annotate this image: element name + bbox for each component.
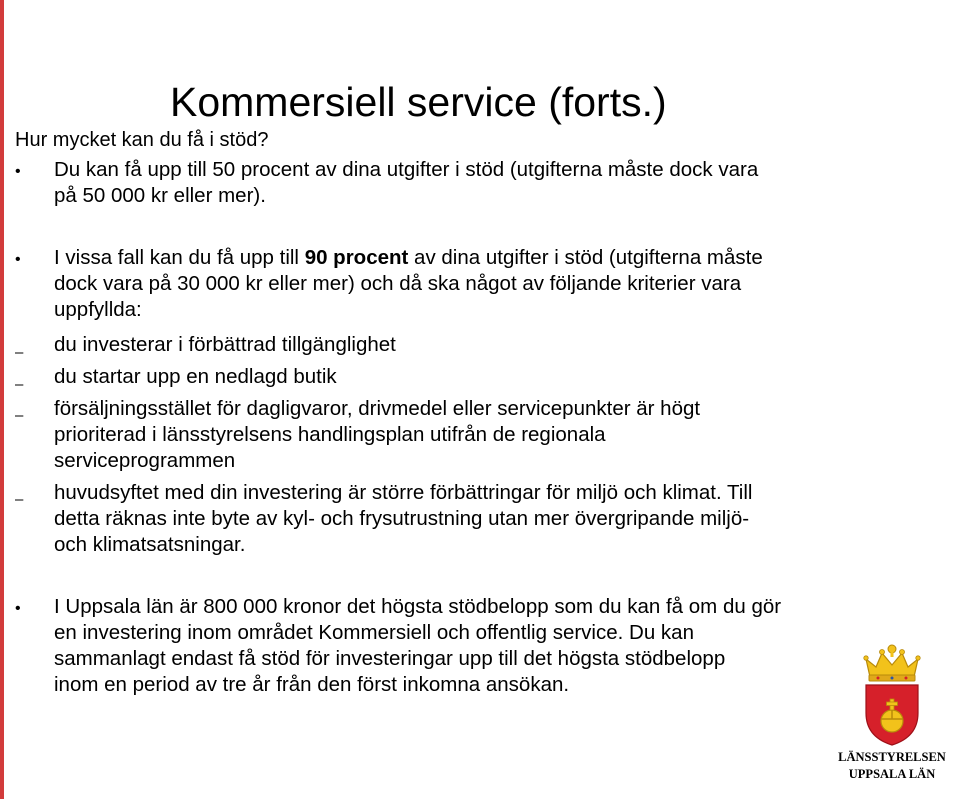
slide-title: Kommersiell service (forts.)	[170, 79, 667, 125]
paragraph-3-line-4: inom en period av tre år från den först inkomna ansökan.	[54, 673, 570, 696]
dash-icon: –	[15, 491, 24, 508]
paragraph-1-line-2: på 50 000 kr eller mer).	[54, 184, 266, 207]
left-accent-rule	[0, 0, 4, 799]
criteria-item-3-line-2: prioriterad i länsstyrelsens handlingsplan utifrån de regionala	[54, 423, 606, 446]
paragraph-1-line-1: Du kan få upp till 50 procent av dina utgifter i stöd (utgifterna måste dock vara	[54, 158, 759, 181]
paragraph-2-line-1	[54, 245, 763, 271]
bullet-icon: •	[15, 600, 21, 617]
criteria-item-1	[54, 332, 396, 358]
paragraph-3-line-3: sammanlagt endast få stöd för investeringar upp till det högsta stödbelopp	[54, 647, 726, 670]
logo-text-lansstyrelsen: LÄNSSTYRELSEN	[838, 750, 946, 764]
dash-icon: –	[15, 376, 24, 393]
criteria-item-4-line-2: detta räknas inte byte av kyl- och frysutrustning utan mer övergripande miljö-	[54, 507, 750, 530]
criteria-item-4-line-1: huvudsyftet med din investering är större förbättringar för miljö och klimat. Till	[54, 481, 753, 504]
paragraph-3-line-1: I Uppsala län är 800 000 kronor det högsta stödbelopp som du kan få om du gör	[54, 595, 782, 618]
paragraph-2-bold-percent: 90 procent	[304, 246, 409, 269]
paragraph-2-line-2: dock vara på 30 000 kr eller mer) och då ska något av följande kriterier vara	[54, 272, 742, 295]
paragraph-3-line-2: en investering inom området Kommersiell och offentlig service. Du kan	[54, 621, 694, 644]
paragraph-2-text-before: I vissa fall kan du få upp till	[54, 246, 305, 269]
logo-text-uppsala-lan: UPPSALA LÄN	[848, 767, 936, 781]
bullet-icon: •	[15, 163, 21, 180]
slide-subtitle: Hur mycket kan du få i stöd?	[15, 129, 269, 151]
lansstyrelsen-logo	[836, 641, 948, 789]
bullet-icon: •	[15, 251, 21, 268]
criteria-item-2-line-1: du startar upp en nedlagd butik	[54, 365, 337, 388]
dash-icon: –	[15, 344, 24, 361]
criteria-item-4	[54, 480, 752, 558]
criteria-item-3	[54, 396, 700, 474]
paragraph-1	[54, 157, 758, 209]
paragraph-2-line-3: uppfyllda:	[54, 298, 142, 321]
criteria-item-3-line-3: serviceprogrammen	[54, 449, 236, 472]
paragraph-2	[54, 245, 763, 323]
criteria-item-2	[54, 364, 337, 390]
dash-icon: –	[15, 407, 24, 424]
uppsala-coat-of-arms-icon	[836, 641, 948, 749]
criteria-item-4-line-3: och klimatsatsningar.	[54, 533, 246, 556]
criteria-item-1-line-1: du investerar i förbättrad tillgänglighet	[54, 333, 396, 356]
criteria-item-3-line-1: försäljningsstället för dagligvaror, drivmedel eller servicepunkter är högt	[54, 397, 701, 420]
paragraph-3	[54, 594, 781, 698]
paragraph-2-text-after: av dina utgifter i stöd (utgifterna måste	[408, 246, 763, 269]
